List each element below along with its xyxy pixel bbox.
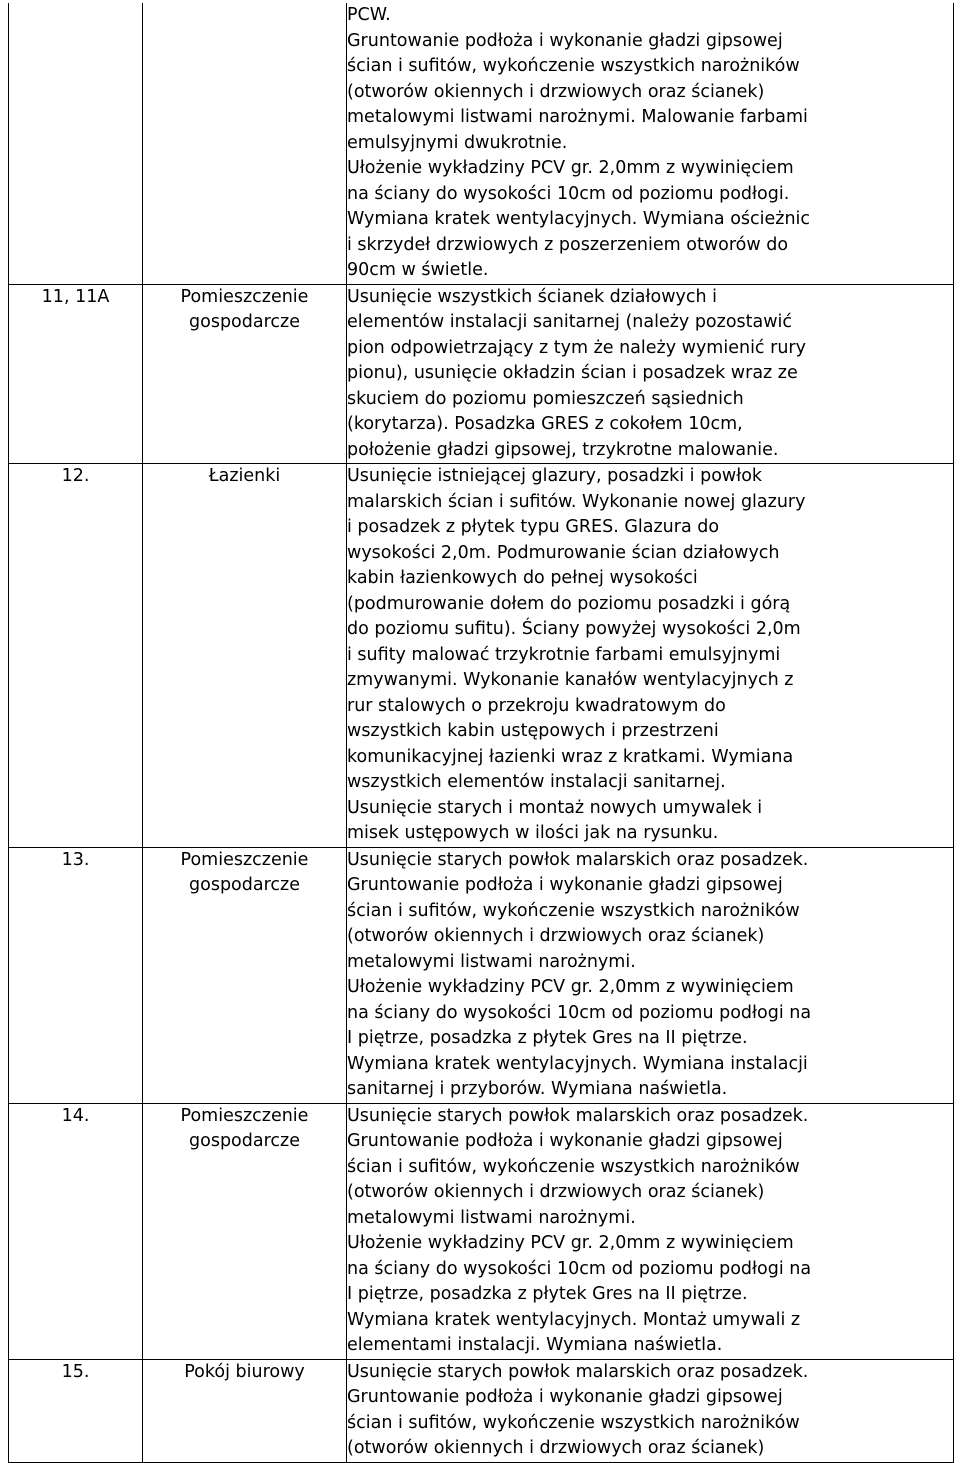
work-description-line: (otworów okiennych i drzwiowych oraz ścianek) (347, 926, 765, 946)
work-description-line: Gruntowanie podłoża i wykonanie gładzi gipsowej (347, 1131, 783, 1151)
room-name-cell (143, 847, 347, 1103)
work-description-line: malarskich ścian i sufitów. Wykonanie nowej glazury (347, 491, 806, 512)
work-description-line: Usunięcie starych i montaż nowych umywalek i (347, 797, 763, 818)
work-description-line: elementami instalacji. Wymiana naświetla. (347, 1335, 723, 1355)
room-name-cell (143, 3, 347, 284)
table-row (9, 3, 954, 284)
works-table (8, 3, 954, 1463)
work-description-line: Wymiana kratek wentylacyjnych. Wymiana instalacji (347, 1053, 808, 1074)
work-description-line: skuciem do poziomu pomieszczeń sąsiednich (347, 388, 744, 409)
work-description-line: Gruntowanie podłoża i wykonanie gładzi gipsowej (347, 30, 783, 51)
work-description-line: zmywanymi. Wykonanie kanałów wentylacyjnych z (347, 670, 794, 690)
item-number: 15. (61, 1361, 90, 1382)
work-description-line: (otworów okiennych i drzwiowych oraz ścianek) (347, 81, 765, 102)
work-description-line: kabin łazienkowych do pełnej wysokości (347, 568, 698, 588)
work-description-line: na ściany do wysokości 10cm od poziomu podłogi na (347, 1258, 812, 1279)
work-description-line: I piętrze, posadzka z płytek Gres na II piętrze. (347, 1028, 748, 1048)
item-number-cell (9, 1359, 143, 1462)
item-number: 12. (61, 466, 90, 486)
item-number-cell (9, 284, 143, 464)
work-description-line: (otworów okiennych i drzwiowych oraz ścianek) (347, 1182, 765, 1202)
work-description-line: PCW. (347, 5, 391, 25)
work-description-line: Wymiana kratek wentylacyjnych. Wymiana ościeżnic (347, 209, 811, 229)
work-description-line: ścian i sufitów, wykończenie wszystkich narożników (347, 56, 800, 76)
room-name-cell (143, 1359, 347, 1462)
work-description-line: (otworów okiennych i drzwiowych oraz ścianek) (347, 1438, 765, 1458)
work-description-line: pion odpowietrzający z tym że należy wymienić rury (347, 337, 806, 358)
work-description-line: elementów instalacji sanitarnej (należy pozostawić (347, 312, 793, 332)
work-description-line: rur stalowych o przekroju kwadratowym do (347, 695, 726, 716)
work-description-cell (347, 1359, 954, 1462)
work-description-line: (podmurowanie dołem do poziomu posadzki i górą (347, 593, 791, 614)
work-description-line: emulsyjnymi dwukrotnie. (347, 132, 568, 153)
room-name-line: gospodarcze (189, 1131, 300, 1151)
item-number: 14. (61, 1105, 90, 1126)
work-description-line: Gruntowanie podłoża i wykonanie gładzi gipsowej (347, 875, 783, 895)
table-row (9, 464, 954, 848)
work-description-line: i skrzydeł drzwiowych z poszerzeniem otworów do (347, 234, 789, 255)
room-name-line: Łazienki (208, 466, 281, 486)
work-description-line: ścian i sufitów, wykończenie wszystkich narożników (347, 1412, 800, 1433)
work-description-line: i posadzek z płytek typu GRES. Glazura do (347, 517, 720, 537)
room-name-line: gospodarcze (189, 312, 300, 332)
table-row (9, 847, 954, 1103)
work-description-line: metalowymi listwami narożnymi. Malowanie farbami (347, 107, 808, 127)
work-description-line: Ułożenie wykładziny PCV gr. 2,0mm z wywinięciem (347, 158, 794, 178)
work-description-line: metalowymi listwami narożnymi. (347, 1207, 636, 1228)
room-name-line: Pokój biurowy (184, 1361, 305, 1382)
work-description-line: sanitarnej i przyborów. Wymiana naświetla. (347, 1079, 728, 1099)
work-description-line: I piętrze, posadzka z płytek Gres na II piętrze. (347, 1284, 748, 1304)
work-description-cell (347, 1103, 954, 1359)
room-name-cell (143, 284, 347, 464)
work-description-line: do poziomu sufitu). Ściany powyżej wysokości 2,0m (347, 619, 801, 639)
work-description-line: wszystkich kabin ustępowych i przestrzeni (347, 721, 719, 741)
work-description-line: (korytarza). Posadzka GRES z cokołem 10cm, (347, 414, 743, 434)
work-description-line: Ułożenie wykładziny PCV gr. 2,0mm z wywinięciem (347, 977, 794, 997)
work-description-line: 90cm w świetle. (347, 260, 489, 280)
work-description-line: komunikacyjnej łazienki wraz z kratkami. Wymiana (347, 746, 794, 767)
work-description-line: Usunięcie starych powłok malarskich oraz posadzek. (347, 849, 809, 870)
work-description-line: Usunięcie starych powłok malarskich oraz posadzek. (347, 1361, 809, 1382)
room-name-line: Pomieszczenie (180, 849, 309, 870)
work-description-line: i sufity malować trzykrotnie farbami emulsyjnymi (347, 644, 781, 665)
works-table-body (9, 3, 954, 1462)
item-number-cell (9, 464, 143, 848)
item-number-cell (9, 847, 143, 1103)
work-description-line: ścian i sufitów, wykończenie wszystkich narożników (347, 1156, 800, 1177)
room-name-cell (143, 464, 347, 848)
table-row (9, 1359, 954, 1462)
work-description-line: na ściany do wysokości 10cm od poziomu podłogi na (347, 1002, 812, 1023)
work-description-cell (347, 464, 954, 848)
work-description-cell (347, 284, 954, 464)
room-name-line: Pomieszczenie (180, 286, 309, 307)
work-description-line: wszystkich elementów instalacji sanitarnej. (347, 772, 726, 792)
work-description-line: Ułożenie wykładziny PCV gr. 2,0mm z wywinięciem (347, 1233, 794, 1253)
work-description-line: Usunięcie starych powłok malarskich oraz posadzek. (347, 1105, 809, 1126)
work-description-line: pionu), usunięcie okładzin ścian i posadzek wraz ze (347, 363, 798, 383)
work-description-line: misek ustępowych w ilości jak na rysunku. (347, 823, 719, 843)
room-name-line: Pomieszczenie (180, 1105, 309, 1126)
work-description-line: Usunięcie istniejącej glazury, posadzki i powłok (347, 466, 763, 486)
work-description-line: metalowymi listwami narożnymi. (347, 951, 636, 972)
item-number: 13. (61, 849, 90, 870)
item-number: 11, 11A (41, 286, 110, 307)
table-row (9, 284, 954, 464)
room-name-line: gospodarcze (189, 875, 300, 895)
item-number-cell (9, 1103, 143, 1359)
work-description-line: na ściany do wysokości 10cm od poziomu podłogi. (347, 183, 790, 204)
work-description-line: położenie gładzi gipsowej, trzykrotne malowanie. (347, 439, 779, 460)
work-description-cell (347, 847, 954, 1103)
work-description-cell (347, 3, 954, 284)
work-description-line: Usunięcie wszystkich ścianek działowych i (347, 286, 718, 307)
work-description-line: Gruntowanie podłoża i wykonanie gładzi gipsowej (347, 1387, 783, 1407)
table-row (9, 1103, 954, 1359)
item-number-cell (9, 3, 143, 284)
room-name-cell (143, 1103, 347, 1359)
work-description-line: ścian i sufitów, wykończenie wszystkich narożników (347, 900, 800, 921)
work-description-line: wysokości 2,0m. Podmurowanie ścian działowych (347, 542, 780, 563)
work-description-line: Wymiana kratek wentylacyjnych. Montaż umywali z (347, 1309, 801, 1330)
